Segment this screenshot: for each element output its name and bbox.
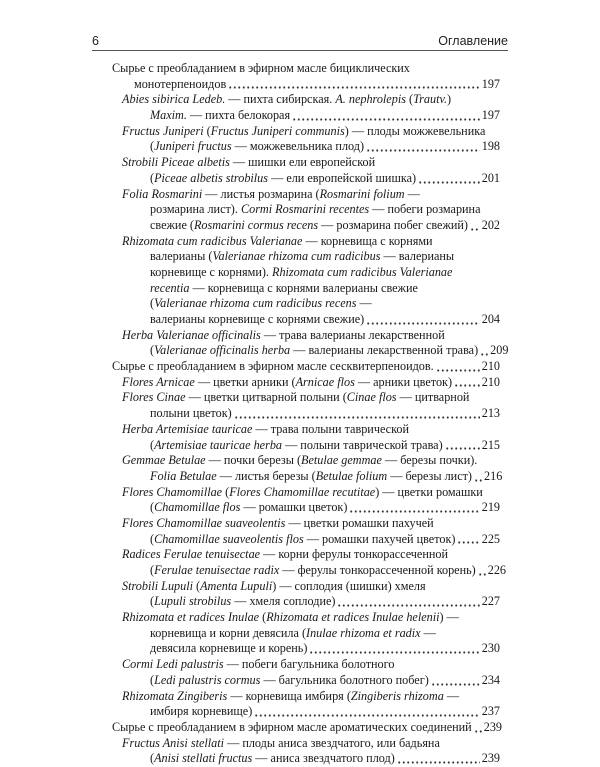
toc-entry-text (150, 673, 429, 689)
toc-line (112, 673, 500, 689)
entry-text: полыни цветок) (150, 406, 232, 421)
dot-leader (436, 362, 480, 372)
latin-name: Maxim. (150, 108, 187, 123)
entry-text: ) — соплодия (шишки) хмеля (272, 578, 426, 593)
entry-text: — плоды аниса звездчатого, или бадьяна (224, 735, 440, 750)
entry-text: имбиря корневище) (150, 704, 253, 719)
latin-name: Folia Rosmarini (122, 186, 203, 201)
toc-page-number: 216 (484, 468, 503, 483)
entry-text: — (420, 625, 436, 640)
latin-name: Amenta Lupuli (200, 578, 273, 593)
entry-text: — побеги розмарина (369, 202, 481, 217)
latin-name: Valerianae officinalis herba (154, 343, 291, 358)
entry-text: ( (222, 484, 230, 499)
toc-line (112, 641, 500, 657)
toc-entry-text (122, 610, 459, 626)
toc-page-number: 230 (481, 641, 500, 656)
entry-text: — шишки ели европейской (229, 155, 376, 170)
entry-text: — ромашки цветок) (240, 500, 348, 515)
toc-entry-text (122, 234, 433, 250)
toc-entry-text (122, 657, 394, 673)
toc-line (112, 563, 507, 579)
latin-name: Herba Valerianae officinalis (122, 327, 261, 342)
entry-text: — листья березы ( (216, 468, 316, 483)
toc-line (112, 516, 500, 532)
toc-entry-text (122, 485, 483, 501)
entry-text: ( (150, 170, 155, 185)
latin-name: Strobili Lupuli (122, 578, 193, 593)
dot-leader (366, 142, 480, 152)
toc-line (112, 375, 500, 391)
latin-name: Fructus Juniperi communis (210, 123, 345, 138)
entry-text: — валерианы (380, 249, 455, 264)
latin-name: Piceae albetis strobilus (154, 170, 269, 185)
toc-entry-text (150, 265, 452, 281)
dot-leader (337, 597, 479, 607)
entry-text: ( (150, 751, 155, 766)
entry-text: розмарина лист). (150, 202, 241, 217)
toc-line (112, 704, 500, 720)
latin-name: Artemisiae tauricae herba (154, 437, 283, 452)
running-title: Оглавление (438, 34, 508, 48)
dot-leader (292, 111, 480, 121)
toc-page-number: 210 (481, 374, 500, 389)
latin-name: Betulae folium (315, 468, 388, 483)
entry-text: девясила корневище и корень) (150, 641, 308, 656)
page-header (0, 30, 600, 52)
entry-text: ( (150, 594, 155, 609)
latin-name: Flores Chamomillae (122, 484, 223, 499)
toc-line (112, 265, 500, 281)
entry-text: валерианы корневище с корнями свежие) (150, 312, 365, 326)
entry-text: валерианы ( (150, 249, 213, 264)
toc-line (112, 626, 500, 642)
toc-line (112, 594, 500, 610)
toc-entry-text (150, 594, 335, 610)
toc-page-number: 202 (481, 217, 500, 232)
latin-name: Valerianae rhizoma cum radicibus recens (154, 296, 357, 311)
dot-leader (478, 566, 486, 576)
toc-page-number: 209 (490, 343, 509, 358)
entry-text: — цветки цитварной полыни ( (185, 390, 347, 405)
toc-page-number: 239 (483, 719, 502, 734)
entry-text: монотерпеноидов (134, 76, 227, 91)
dot-leader (397, 754, 480, 764)
latin-name: Fructus Anisi stellati (122, 735, 225, 750)
latin-name: Folia Betulae (150, 468, 217, 483)
entry-text: ( (150, 139, 155, 154)
entry-text: ( (150, 563, 155, 577)
latin-name: Gemmae Betulae (122, 453, 206, 468)
toc-line (112, 736, 500, 752)
entry-text: — багульника болотного побег) (260, 672, 429, 687)
entry-text: — корни ферулы тонкорассеченной (260, 547, 449, 562)
entry-text: — листья розмарина ( (202, 186, 320, 201)
dot-leader (418, 174, 480, 184)
toc-line (112, 77, 500, 93)
toc-line (112, 249, 500, 265)
latin-name: Abies sibirica Ledeb. (122, 92, 226, 107)
latin-name: Valerianae rhizoma cum radicibus (212, 249, 381, 264)
toc-line (112, 202, 500, 218)
toc-page-number: 225 (481, 531, 500, 546)
latin-name: Rhizomata Zingiberis (122, 688, 228, 703)
latin-name: Rhizomata et radices Inulae (122, 610, 260, 625)
entry-text: — пихта белокорая (186, 108, 291, 123)
toc-entry-text (122, 579, 426, 595)
toc-entry-text (122, 453, 477, 469)
dot-leader (234, 409, 480, 419)
entry-text: ( (203, 123, 211, 138)
toc-entry-text (150, 296, 372, 312)
toc-page-number: 219 (481, 500, 500, 515)
toc-line (112, 453, 500, 469)
toc-line (112, 532, 500, 548)
toc-entry-text (150, 469, 472, 485)
toc-page-number: 210 (481, 359, 500, 374)
toc-page-number: 197 (481, 108, 500, 123)
toc-page-number: 227 (481, 594, 500, 609)
latin-name: Chamomillae suaveolentis flos (154, 531, 304, 546)
entry-text: — ели европейской шишка) (268, 170, 417, 185)
latin-name: Radices Ferulae tenuisectae (122, 547, 261, 562)
toc-entry-text (112, 359, 434, 375)
toc-line (112, 155, 500, 171)
toc-line (112, 139, 500, 155)
toc-entry-text (122, 736, 440, 752)
toc-line (112, 343, 509, 359)
entry-text: Сырье с преобладанием в эфирном масле сесквитерпеноидов. (112, 359, 434, 374)
latin-name: Betulae gemmae (301, 453, 382, 468)
entry-text: ( (259, 610, 267, 625)
entry-text: ) — (439, 610, 459, 625)
latin-name: Ferulae tenuisectae radix (154, 563, 280, 577)
entry-text: — корневища с корнями (302, 233, 433, 248)
dot-leader (309, 644, 479, 654)
toc-line (112, 124, 500, 140)
dot-leader (457, 534, 479, 544)
latin-name: Ledi palustris cormus (154, 672, 261, 687)
entry-text: — аниса звездчатого плод) (252, 751, 395, 766)
entry-text: корневища и корни девясила ( (150, 625, 307, 640)
latin-name: Lupuli strobilus (154, 594, 232, 609)
toc-line (112, 500, 500, 516)
toc-entry-text (150, 641, 307, 657)
toc-entry-text (150, 438, 443, 454)
dot-leader (431, 676, 480, 686)
entry-text: — (443, 688, 460, 703)
entry-text: — корневища имбиря ( (227, 688, 351, 703)
toc-line (112, 485, 500, 501)
toc-entry-text (122, 328, 445, 344)
toc-entry-text (150, 704, 252, 720)
entry-text: — почки березы ( (205, 453, 302, 468)
entry-text: — корневища с корнями валерианы свежие (189, 280, 418, 295)
entry-text: — (404, 186, 420, 201)
toc-line (112, 610, 500, 626)
toc-entry-text (122, 92, 451, 108)
entry-text: ( (193, 578, 201, 593)
toc-line (112, 689, 500, 705)
toc-entry-text (112, 61, 410, 77)
dot-leader (474, 472, 482, 482)
toc-line (112, 751, 500, 767)
toc-page-number: 237 (481, 704, 500, 719)
toc-entry-text (150, 312, 364, 328)
toc-line (112, 312, 500, 328)
toc-entry-text (150, 249, 454, 265)
entry-text: ( (150, 672, 155, 687)
toc-entry-text (150, 202, 481, 218)
toc-page-number: 234 (481, 672, 500, 687)
toc-entry-text (134, 77, 226, 93)
entry-text: — арники цветок) (354, 374, 453, 389)
toc-entry-text (150, 218, 468, 234)
entry-text: Сырье с преобладанием в эфирном масле бициклических (112, 61, 410, 75)
toc-line (112, 422, 500, 438)
latin-name: A. nephrolepis (335, 92, 406, 107)
toc-entry-text (150, 532, 455, 548)
toc-page-number: 213 (481, 406, 500, 421)
latin-name: Zingiberis rhizoma (350, 688, 444, 703)
toc-entry-text (150, 563, 476, 579)
dot-leader (454, 377, 480, 387)
toc-entry-text (122, 155, 375, 171)
page-number: 6 (92, 34, 99, 48)
toc-line (112, 438, 500, 454)
toc-entry-text (122, 390, 469, 406)
latin-name: Flores Cinae (122, 390, 186, 405)
toc-page-number: 204 (481, 312, 500, 326)
toc-line (112, 296, 500, 312)
entry-text: — ферулы тонкорассеченной корень) (279, 563, 476, 577)
toc-line (112, 720, 500, 736)
toc-line (112, 547, 500, 563)
toc-line (112, 171, 500, 187)
dot-leader (228, 79, 480, 89)
entry-text: — березы почки). (381, 453, 478, 468)
latin-name: Rosmarini cormus recens (193, 217, 319, 232)
toc-entry-text (150, 139, 364, 155)
entry-text: — розмарина побег свежий) (318, 217, 468, 232)
latin-name: Flores Arnicae (122, 374, 195, 389)
entry-text: — березы лист) (387, 468, 472, 483)
entry-text: — побеги багульника болотного (223, 657, 395, 672)
entry-text: корневище с корнями). (150, 264, 272, 279)
latin-name: Flores Chamomillae suaveolentis (122, 515, 286, 530)
latin-name: Cormi Rosmarini recentes (240, 202, 370, 217)
entry-text: ) (447, 92, 452, 107)
toc-page-number: 215 (481, 437, 500, 452)
latin-name: Chamomillae flos (154, 500, 241, 515)
toc-entry-text (122, 516, 434, 532)
toc-page-number: 197 (481, 76, 500, 91)
toc-entry-text (150, 108, 290, 124)
latin-name: Flores Chamomillae recutitae (229, 484, 376, 499)
dot-leader (470, 221, 480, 231)
latin-name: Arnicae flos (295, 374, 355, 389)
entry-text: — трава валерианы лекарственной (260, 327, 445, 342)
entry-text: ) — цветки ромашки (375, 484, 483, 499)
toc-line (112, 281, 500, 297)
dot-leader (480, 346, 488, 356)
entry-text: ( (150, 343, 155, 358)
latin-name: Fructus Juniperi (122, 123, 204, 138)
toc-entry-text (150, 406, 232, 422)
toc-line (112, 61, 500, 77)
entry-text: ( (405, 92, 414, 107)
toc-entry-text (150, 343, 478, 359)
toc-line (112, 390, 500, 406)
toc-line (112, 218, 500, 234)
entry-text: ) — плоды можжевельника (344, 123, 486, 138)
dot-leader (445, 440, 480, 450)
latin-name: Strobili Piceae albetis (122, 155, 230, 170)
entry-text: — цитварной (396, 390, 470, 405)
dot-leader (349, 503, 479, 513)
latin-name: Juniperi fructus (154, 139, 232, 154)
latin-name: recentia (150, 280, 190, 295)
table-of-contents (112, 61, 509, 767)
toc-entry-text (122, 689, 459, 705)
entry-text: ( (150, 500, 155, 515)
toc-line (112, 468, 503, 485)
toc-page-number: 201 (481, 170, 500, 185)
latin-name: Anisi stellati fructus (154, 751, 253, 766)
entry-text: — трава полыни таврической (252, 421, 409, 436)
toc-line (112, 187, 500, 203)
entry-text: — цветки ромашки пахучей (285, 515, 434, 530)
latin-name: Trautv. (413, 92, 448, 107)
toc-page-number: 226 (487, 563, 507, 577)
toc-line (112, 108, 500, 124)
entry-text: ( (150, 531, 155, 546)
latin-name: Herba Artemisiae tauricae (122, 421, 253, 436)
latin-name: Rhizomata cum radicibus Valerianae (122, 233, 303, 248)
entry-text: — можжевельника плод) (231, 139, 365, 154)
latin-name: Inulae rhizoma et radix (306, 625, 421, 640)
entry-text: ( (150, 296, 155, 311)
toc-line (112, 234, 500, 250)
toc-entry-text (122, 547, 448, 563)
toc-line (112, 657, 500, 673)
latin-name: Rhizomata et radices Inulae helenii (266, 610, 440, 625)
entry-text: — цветки арники ( (194, 374, 296, 389)
toc-page-number: 198 (481, 139, 500, 154)
entry-text: свежие ( (150, 217, 194, 232)
toc-entry-text (122, 187, 420, 203)
header-rule (92, 50, 508, 51)
entry-text: Сырье с преобладанием в эфирном масле ароматических соединений (112, 719, 472, 734)
latin-name: Cormi Ledi palustris (122, 657, 224, 672)
dot-leader (366, 315, 480, 325)
entry-text: ( (150, 437, 155, 452)
toc-entry-text (122, 375, 452, 391)
toc-page-number: 239 (481, 751, 500, 766)
toc-line (112, 359, 500, 375)
latin-name: Rosmarini folium (319, 186, 405, 201)
toc-entry-text (150, 171, 416, 187)
toc-entry-text (150, 626, 436, 642)
toc-entry-text (150, 500, 347, 516)
toc-entry-text (112, 720, 472, 736)
toc-entry-text (150, 751, 395, 767)
toc-line (112, 579, 500, 595)
toc-line (112, 406, 500, 422)
toc-entry-text (122, 422, 409, 438)
toc-entry-text (150, 281, 418, 297)
dot-leader (254, 707, 479, 717)
latin-name: Rhizomata cum radicibus Valerianae (272, 264, 453, 279)
entry-text: — пихта сибирская. (225, 92, 336, 107)
toc-entry-text (122, 124, 485, 140)
entry-text: — (356, 296, 372, 311)
entry-text: — полыни таврической трава) (282, 437, 443, 452)
entry-text: — ромашки пахучей цветок) (303, 531, 456, 546)
latin-name: Cinae flos (346, 390, 397, 405)
entry-text: — хмеля соплодие) (231, 594, 336, 609)
dot-leader (474, 723, 482, 733)
toc-line (112, 328, 500, 344)
entry-text: — валерианы лекарственной трава) (290, 343, 479, 358)
toc-line (112, 92, 500, 108)
